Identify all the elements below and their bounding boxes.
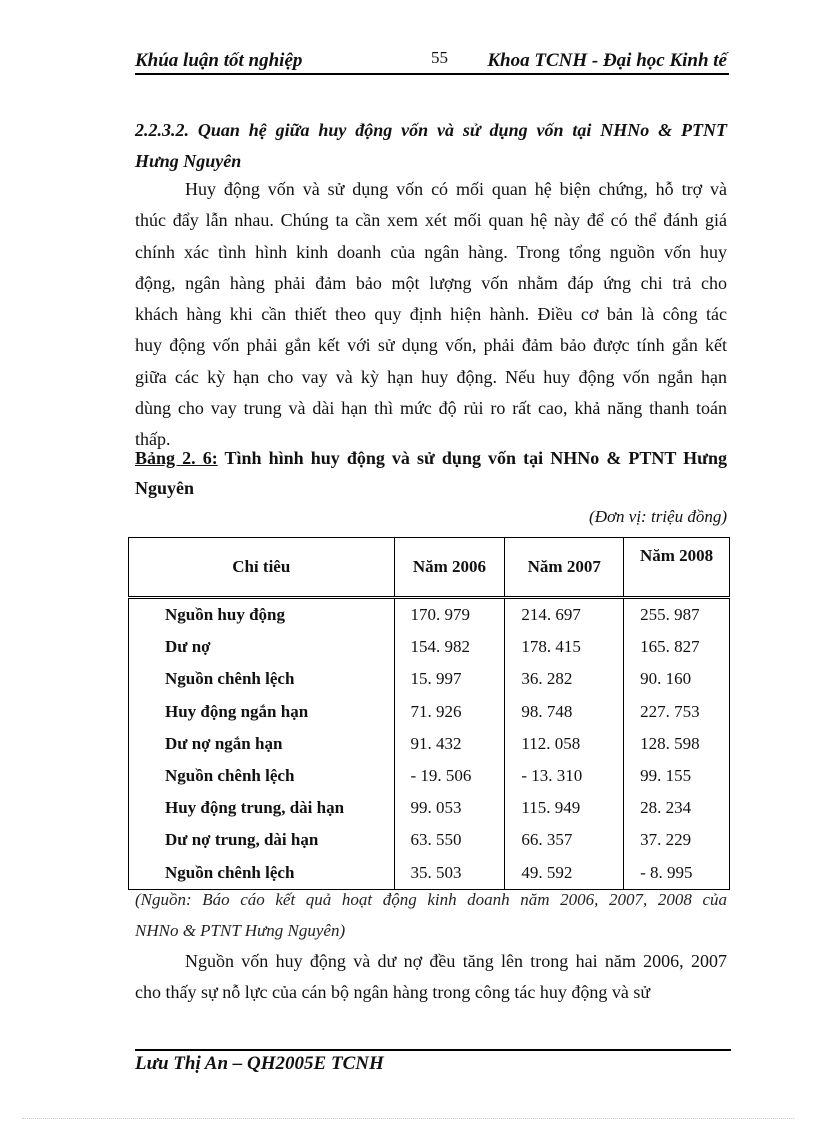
table-cell: - 13. 310 [505, 760, 624, 792]
table-cell: 15. 997 [394, 663, 505, 695]
table-row [129, 696, 730, 728]
table-cell: 99. 155 [624, 760, 730, 792]
header-rule [135, 73, 729, 75]
row-label: Nguồn chênh lệch [129, 663, 395, 695]
table-row [129, 792, 730, 824]
page-header [135, 46, 727, 74]
body-paragraph [135, 946, 727, 1009]
table-row [129, 663, 730, 695]
table-cell: 35. 503 [394, 857, 505, 890]
row-label: Dư nợ ngắn hạn [129, 728, 395, 760]
table-cell: 178. 415 [505, 631, 624, 663]
row-label: Dư nợ [129, 631, 395, 663]
body-paragraph [135, 174, 727, 456]
paragraph-line: chính xác tình hình kinh doanh của ngân hàng. Trong tổng nguồn vốn huy [135, 241, 727, 262]
paragraph-line: thấp. [135, 429, 171, 450]
table-cell: 154. 982 [394, 631, 505, 663]
paragraph-line: cho thấy sự nỗ lực của cán bộ ngân hàng trong công tác huy động và sử [135, 982, 651, 1003]
row-label: Nguồn huy động [129, 598, 395, 632]
table-cell: 37. 229 [624, 824, 730, 856]
page-number: 55 [431, 48, 448, 67]
paragraph-line: giữa các kỳ hạn cho vay và kỳ hạn huy động. Nếu huy động vốn ngắn hạn [135, 366, 727, 387]
column-header: Chỉ tiêu [129, 538, 395, 598]
table-row [129, 631, 730, 663]
section-heading-line: 2.2.3.2. Quan hệ giữa huy động vốn và sử dụng vốn tại NHNo & PTNT [135, 120, 727, 140]
table-caption-line [135, 443, 727, 473]
table-row [129, 824, 730, 856]
paragraph-line: dùng cho vay trung và dài hạn thì mức độ rủi ro rất cao, khả năng thanh toán [135, 398, 727, 419]
paragraph-line: thúc đẩy lẫn nhau. Chúng ta cần xem xét mối quan hệ này để có thể đánh giá [135, 210, 727, 231]
table-cell: 115. 949 [505, 792, 624, 824]
page-footer: Lưu Thị An – QH2005E TCNH [135, 1053, 384, 1074]
paragraph-line: huy động vốn phải gắn kết với sử dụng vốn, phải đảm bảo được tính gắn kết [135, 335, 727, 356]
table-cell: 66. 357 [505, 824, 624, 856]
column-header: Năm 2008 [624, 538, 730, 598]
page-edge-dotted-line [22, 1118, 794, 1119]
table-source [135, 884, 727, 946]
table-header-row [129, 538, 730, 598]
table-cell: 49. 592 [505, 857, 624, 890]
table-caption-label: Bảng 2. 6: [135, 448, 218, 468]
row-label: Huy động ngắn hạn [129, 696, 395, 728]
data-table [128, 537, 730, 890]
source-line: (Nguồn: Báo cáo kết quả hoạt động kinh doanh năm 2006, 2007, 2008 của [135, 890, 727, 909]
table-cell: 165. 827 [624, 631, 730, 663]
table-cell: 63. 550 [394, 824, 505, 856]
unit-note: (Đơn vị: triệu đồng) [589, 507, 727, 526]
table-cell: 214. 697 [505, 598, 624, 632]
column-header: Năm 2007 [505, 538, 624, 598]
table-row [129, 760, 730, 792]
table-cell: 128. 598 [624, 728, 730, 760]
table-cell: 170. 979 [394, 598, 505, 632]
section-heading [135, 115, 727, 177]
table-cell: 91. 432 [394, 728, 505, 760]
table-caption-line: Nguyên [135, 478, 195, 498]
section-heading-line: Hưng Nguyên [135, 151, 242, 171]
table-cell: 99. 053 [394, 792, 505, 824]
paragraph-line: Huy động vốn và sử dụng vốn có mối quan hệ biện chứng, hỗ trợ và [185, 179, 727, 199]
table-cell: 112. 058 [505, 728, 624, 760]
table-cell: 71. 926 [394, 696, 505, 728]
table-cell: 98. 748 [505, 696, 624, 728]
source-line: NHNo & PTNT Hưng Nguyên) [135, 921, 346, 940]
table-cell: 28. 234 [624, 792, 730, 824]
paragraph-line: động, ngân hàng phải đảm bảo một lượng vốn nhằm đáp ứng chi trả cho [135, 272, 727, 293]
table-cell: - 19. 506 [394, 760, 505, 792]
table-cell: - 8. 995 [624, 857, 730, 890]
header-thesis-title: Khúa luận tốt nghiệp [135, 50, 303, 71]
row-label: Nguồn chênh lệch [129, 760, 395, 792]
table-cell: 227. 753 [624, 696, 730, 728]
table-cell: 255. 987 [624, 598, 730, 632]
paragraph-line: khách hàng khi cần thiết theo quy định hiện hành. Điều cơ bản là công tác [135, 304, 727, 325]
row-label: Huy động trung, dài hạn [129, 792, 395, 824]
table-caption [135, 443, 727, 503]
paragraph-line: Nguồn vốn huy động và dư nợ đều tăng lên trong hai năm 2006, 2007 [185, 951, 727, 971]
table-row [129, 728, 730, 760]
footer-rule [135, 1049, 731, 1051]
table-row [129, 598, 730, 632]
table-caption-text: Tình hình huy động và sử dụng vốn tại NHNo & PTNT Hưng [217, 448, 727, 468]
table-cell: 36. 282 [505, 663, 624, 695]
row-label: Dư nợ trung, dài hạn [129, 824, 395, 856]
table-cell: 90. 160 [624, 663, 730, 695]
header-faculty: Khoa TCNH - Đại học Kinh tế [487, 50, 727, 71]
row-label: Nguồn chênh lệch [129, 857, 395, 890]
column-header: Năm 2006 [394, 538, 505, 598]
